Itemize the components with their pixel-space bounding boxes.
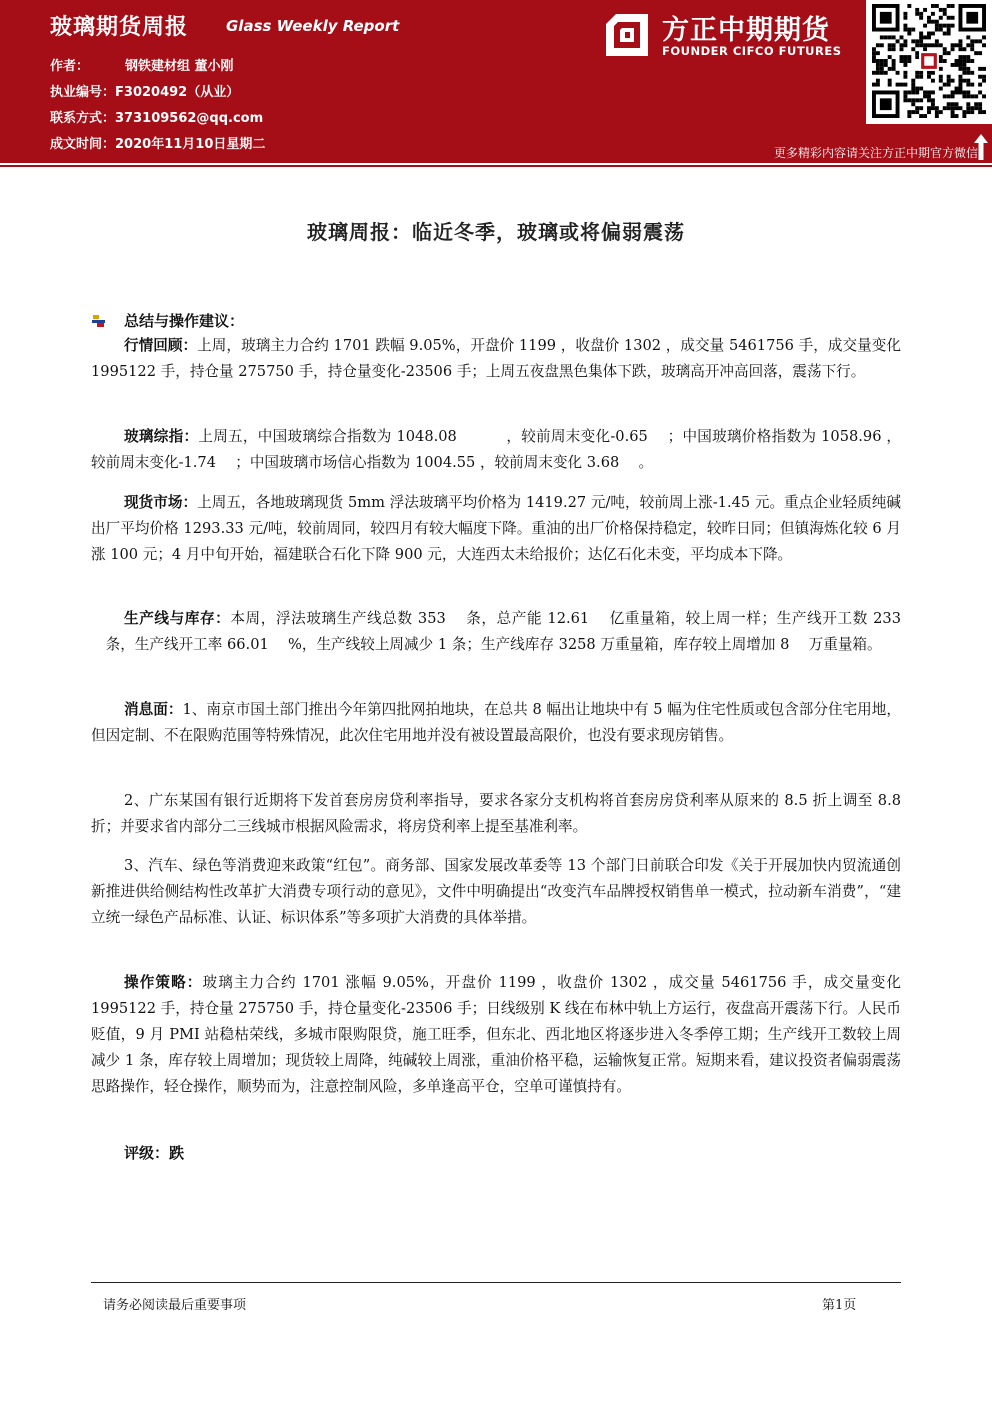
paragraph-glass-index — [91, 424, 901, 476]
paragraph-label: 生产线与库存： — [124, 610, 231, 627]
bullet-icon — [92, 315, 106, 327]
report-title: 玻璃期货周报 — [50, 15, 189, 40]
paragraph-news-2 — [91, 788, 901, 840]
paragraph-label: 操作策略： — [124, 974, 203, 991]
brand-name-cn: 方正中期期货 — [662, 15, 830, 46]
paragraph-production-inventory — [91, 606, 901, 658]
rating: 评级：跌 — [124, 1144, 185, 1162]
paragraph-label: 玻璃综指： — [124, 428, 199, 445]
paragraph-text: 玻璃主力合约 1701 涨幅 9.05%，开盘价 1199 ，收盘价 1302 ，成交量 5461756 手，成交量变化 1995122 手，持仓量 275750 手，持仓量变化-23506 手；日线级别 K 线在布林中轨上方运行，夜盘高开震荡下行。人民币贬值，9 月 PMI 站稳枯荣线，多城市限购限贷，施工旺季，但东北、西北地区将逐步进入冬季停工期；生产线开工数较上周减少 1 条，库存较上周增加；现货较上周降，纯碱较上周涨，重油价格平稳，运输恢复正常。短期来看，建议投资者偏弱震荡思路操作，轻仓操作，顺势而为，注意控制风险，多单逢高平仓，空单可谨慎持有。 — [91, 974, 901, 1095]
footer-divider — [91, 1282, 901, 1283]
author-row — [50, 55, 234, 74]
report-header — [0, 0, 992, 163]
footer-notice: 请务必阅读最后重要事项 — [103, 1298, 247, 1313]
license-label: 执业编号： — [50, 85, 116, 100]
paragraph-text: 本周，浮法玻璃生产线总数 353 条，总产能 12.61 亿重量箱，较上周一样；生产线开工数 233 条，生产线开工率 66.01 %，生产线较上周减少 1 条；生产线库存 3258 万重量箱，库存较上周增加 8 万重量箱。 — [91, 610, 901, 653]
contact-value[interactable]: 373109562@qq.com — [115, 111, 264, 126]
contact-label: 联系方式： — [50, 111, 116, 126]
paragraph-news-1 — [91, 697, 901, 749]
page-number: 第1页 — [822, 1298, 857, 1313]
report-title-en: Glass Weekly Report — [226, 17, 400, 35]
founder-logo-icon — [604, 12, 650, 58]
paragraph-text: 上周，玻璃主力合约 1701 跌幅 9.05%，开盘价 1199 ，收盘价 1302 ，成交量 5461756 手，成交量变化 1995122 手，持仓量 275750 手，持仓量变化-23506 手；上周五夜盘黑色集体下跌，玻璃高开冲高回落，震荡下行。 — [91, 337, 901, 380]
date-label: 成文时间： — [50, 137, 116, 152]
paragraph-spot-market — [91, 490, 901, 568]
section-heading-text: 总结与操作建议： — [124, 312, 245, 330]
author-value: 钢铁建材组 董小刚 — [125, 59, 234, 74]
author-label: 作者： — [50, 59, 90, 74]
paragraph-text: 2、广东某国有银行近期将下发首套房房贷利率指导，要求各家分支机构将首套房房贷利率从原来的 8.5 折上调至 8.8 折；并要求省内部分二三线城市根据风险需求，将房贷利率上提至基准利率。 — [91, 792, 901, 835]
qr-code-icon — [872, 4, 986, 118]
qr-code — [866, 0, 992, 124]
paragraph-label: 现货市场： — [124, 494, 198, 511]
paragraph-news-3 — [91, 853, 901, 931]
document-title: 玻璃周报：临近冬季，玻璃或将偏弱震荡 — [307, 220, 685, 244]
section-heading — [92, 310, 244, 331]
contact-row — [50, 107, 263, 126]
paragraph-label: 消息面： — [124, 701, 183, 718]
paragraph-label: 行情回顾： — [124, 337, 198, 354]
paragraph-market-review — [91, 333, 901, 385]
follow-wechat-text: 更多精彩内容请关注方正中期官方微信 — [773, 146, 978, 160]
paragraph-text: 上周五，中国玻璃综合指数为 1048.08 ，较前周末变化-0.65 ；中国玻璃价格指数为 1058.96 ，较前周末变化-1.74 ；中国玻璃市场信心指数为 1004.55 ，较前周末变化 3.68 。 — [91, 428, 901, 471]
date-value: 2020年11月10日星期二 — [115, 137, 266, 152]
license-value: F3020492（从业） — [115, 85, 240, 100]
paragraph-text: 1、南京市国土部门推出今年第四批网拍地块，在总共 8 幅出让地块中有 5 幅为住宅性质或包含部分住宅用地，但因定制、不在限购范围等特殊情况，此次住宅用地并没有被设置最高限价，也没有要求现房销售。 — [91, 701, 901, 744]
brand-block — [604, 6, 864, 66]
paragraph-strategy — [91, 970, 901, 1100]
date-row — [50, 133, 265, 152]
brand-name-en: FOUNDER CIFCO FUTURES — [662, 44, 842, 58]
arrow-up-icon — [974, 134, 988, 160]
paragraph-text: 上周五，各地玻璃现货 5mm 浮法玻璃平均价格为 1419.27 元/吨，较前周上涨-1.45 元。重点企业轻质纯碱出厂平均价格 1293.33 元/吨，较前周同，较四月有较大幅度下降。重油的出厂价格保持稳定，较昨日同；但镇海炼化较 6 月涨 100 元；4 月中旬开始，福建联合石化下降 900 元，大连西太未给报价；达亿石化未变，平均成本下降。 — [91, 494, 901, 563]
paragraph-text: 3、汽车、绿色等消费迎来政策“红包”。商务部、国家发展改革委等 13 个部门日前联合印发《关于开展加快内贸流通创新推进供给侧结构性改革扩大消费专项行动的意见》，文件中明确提出“改变汽车品牌授权销售单一模式，拉动新车消费”，“建立统一绿色产品标准、认证、标识体系”等多项扩大消费的具体举措。 — [91, 857, 901, 926]
header-divider — [0, 165, 992, 167]
license-row — [50, 81, 239, 100]
